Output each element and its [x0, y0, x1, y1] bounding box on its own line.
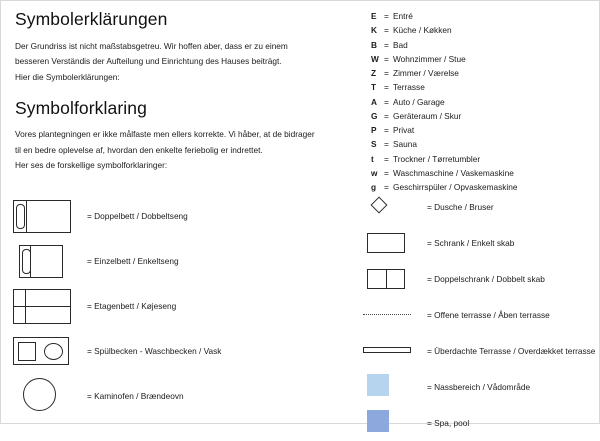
abbr-row-b	[371, 38, 591, 52]
legend-item-single-bed	[11, 238, 356, 283]
bunk-bed-icon	[11, 286, 73, 326]
abbr-key: T	[371, 82, 377, 93]
abbr-key: w	[371, 167, 378, 178]
legend-label-single-bed: = Einzelbett / Enkeltseng	[87, 255, 179, 266]
abbr-row-z	[371, 66, 591, 80]
abbr-row-t-trockner	[371, 152, 591, 166]
legend-label-open-terrace: = Offene terrasse / Åben terrasse	[427, 310, 550, 320]
intro-german-line-1: Der Grundriss ist nicht maßstabsgetreu. Wir hoffen aber, dass er zu einem	[15, 41, 288, 51]
legend-item-cupboard-double	[363, 261, 595, 297]
abbr-row-g-geraeteraum	[371, 109, 591, 123]
cupboard-double-icon	[363, 266, 415, 292]
abbr-dash: =	[384, 139, 389, 150]
abbr-row-t-terrasse	[371, 80, 591, 94]
abbr-key: E	[371, 11, 377, 21]
abbr-value: Wohnzimmer / Stue	[393, 53, 466, 64]
intro-text-column	[15, 5, 355, 175]
intro-german-line-3: Hier die Symbolerklärungen:	[15, 71, 120, 82]
abbr-dash: =	[384, 167, 389, 178]
cupboard-icon	[363, 230, 415, 256]
legend-label-cupboard-double: = Doppelschrank / Dobbelt skab	[427, 274, 545, 284]
abbr-key: G	[371, 110, 378, 121]
abbr-key: g	[371, 182, 377, 193]
legend-item-open-terrace	[363, 297, 595, 333]
legend-label-bunk-bed: = Etagenbett / Køjeseng	[87, 300, 177, 311]
abbr-key: S	[371, 139, 377, 150]
abbr-key: A	[371, 96, 377, 107]
intro-german-line-2: besseren Verständis der Aufteilung und Einrichtung des Hauses beiträgt.	[15, 56, 282, 67]
legend-item-double-bed	[11, 193, 356, 238]
page-title-german: Symbolerklärungen	[15, 9, 168, 29]
abbr-key: B	[371, 39, 377, 50]
legend-list-right	[363, 189, 595, 441]
legend-label-double-bed: = Doppelbett / Dobbeltseng	[87, 210, 188, 221]
abbr-value: Zimmer / Værelse	[393, 68, 459, 79]
shower-diamond-icon	[363, 194, 415, 220]
intro-danish-line-2: til en bedre oplevelse af, hvordan den enkelte feriebolig er indrettet.	[15, 144, 263, 155]
dotted-line-icon	[363, 302, 415, 328]
legend-label-covered-terrace: = Überdachte Terrasse / Overdækket terrasse	[427, 346, 596, 356]
abbr-dash: =	[384, 153, 389, 164]
abbr-value: Terrasse	[393, 82, 425, 93]
abbr-value: Entré	[393, 11, 413, 21]
abbr-value: Geräteraum / Skur	[393, 110, 462, 121]
abbr-value: Bad	[393, 39, 408, 50]
abbr-row-a	[371, 95, 591, 109]
abbr-dash: =	[384, 82, 389, 93]
abbreviation-list	[371, 9, 591, 194]
legend-item-pool	[363, 405, 595, 441]
abbr-row-w	[371, 52, 591, 66]
abbr-value: Privat	[393, 125, 415, 136]
intro-danish-line-1: Vores plantegningen er ikke målfaste men ellers korrekte. Vi håber, at de bidrager	[15, 129, 315, 140]
abbr-dash: =	[384, 39, 389, 50]
covered-terrace-icon	[363, 338, 415, 364]
abbr-key: K	[371, 25, 377, 36]
intro-danish-line-3: Her ses de forskellige symbolforklaringer:	[15, 160, 168, 171]
abbr-dash: =	[384, 53, 389, 64]
abbr-value: Trockner / Tørretumbler	[393, 153, 481, 164]
abbr-row-k	[371, 23, 591, 37]
legend-label-shower: = Dusche / Bruser	[427, 202, 494, 212]
abbr-value: Auto / Garage	[393, 96, 445, 107]
legend-item-sink	[11, 328, 356, 373]
double-bed-icon	[11, 196, 73, 236]
abbr-dash: =	[384, 125, 389, 136]
abbr-value: Küche / Køkken	[393, 25, 452, 36]
legend-item-cupboard	[363, 225, 595, 261]
legend-item-wet-area	[363, 369, 595, 405]
abbr-value: Waschmaschine / Vaskemaskine	[393, 167, 514, 178]
legend-label-sink: = Spülbecken - Waschbecken / Vask	[87, 345, 222, 356]
pool-swatch-icon	[363, 410, 415, 436]
abbr-dash: =	[384, 110, 389, 121]
abbr-value: Sauna	[393, 139, 417, 150]
abbr-dash: =	[384, 182, 389, 193]
abbr-value: Geschirrspüler / Opvaskemaskine	[393, 182, 518, 193]
abbr-row-w-waschmaschine	[371, 166, 591, 180]
abbr-key: P	[371, 125, 377, 136]
legend-item-bunk-bed	[11, 283, 356, 328]
legend-list-left	[11, 193, 356, 418]
sink-icon	[11, 331, 73, 371]
legend-label-pool: = Spa, pool	[427, 418, 470, 428]
legend-item-covered-terrace	[363, 333, 595, 369]
abbr-dash: =	[384, 96, 389, 107]
abbr-dash: =	[384, 25, 389, 36]
abbr-row-s	[371, 137, 591, 151]
abbr-key: W	[371, 53, 379, 64]
legend-label-cupboard: = Schrank / Enkelt skab	[427, 238, 515, 248]
page-title-danish: Symbolforklaring	[15, 98, 147, 119]
abbr-dash: =	[384, 68, 389, 79]
stove-icon	[11, 376, 73, 416]
legend-item-shower	[363, 189, 595, 225]
abbr-key: t	[371, 153, 374, 164]
legend-label-stove: = Kaminofen / Brændeovn	[87, 390, 184, 401]
abbr-row-p	[371, 123, 591, 137]
legend-label-wet-area: = Nassbereich / Vådområde	[427, 382, 531, 392]
abbr-key: Z	[371, 68, 377, 79]
wet-area-swatch-icon	[363, 374, 415, 400]
abbr-dash: =	[384, 11, 389, 21]
single-bed-icon	[11, 241, 73, 281]
legend-item-stove	[11, 373, 356, 418]
abbr-row-e	[371, 9, 591, 23]
